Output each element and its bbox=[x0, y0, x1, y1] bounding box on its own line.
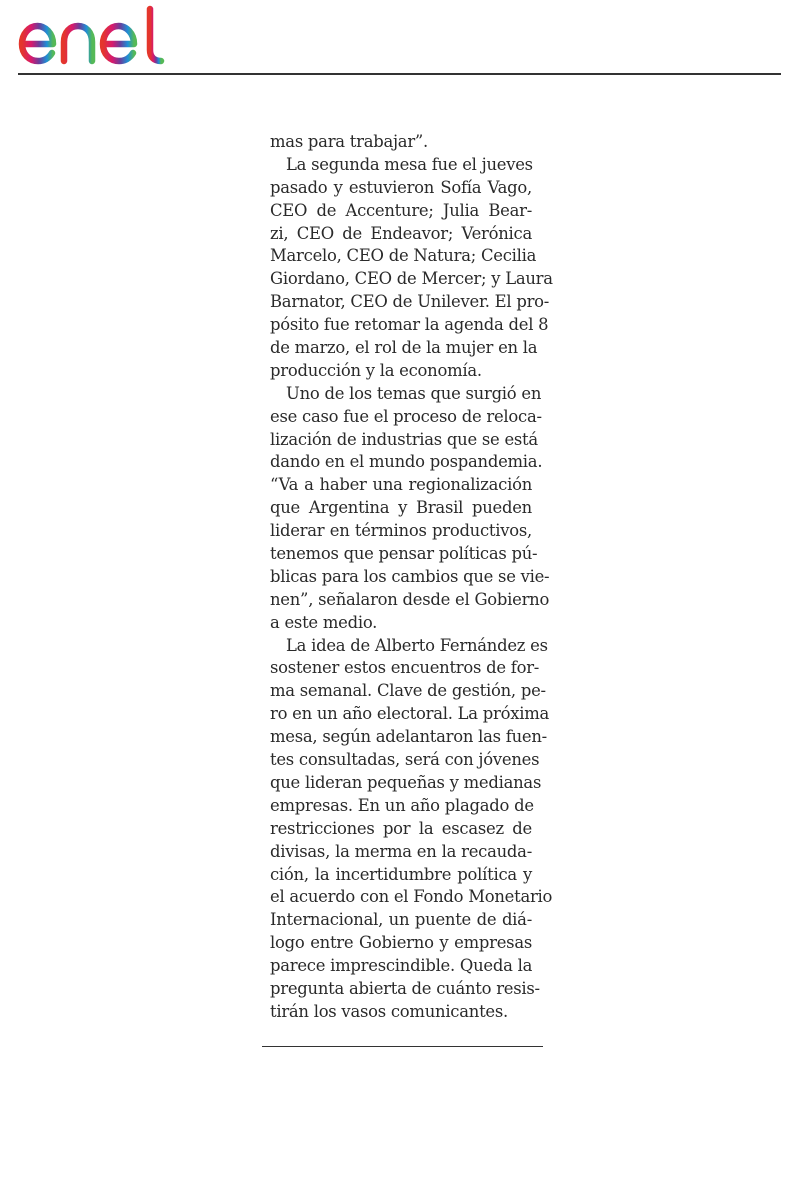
article-line: zi, CEO de Endeavor; Verónica bbox=[270, 223, 532, 243]
header-rule bbox=[18, 73, 781, 75]
article-line: que lideran pequeñas y medianas bbox=[270, 772, 542, 792]
article-line: producción y la economía. bbox=[270, 360, 482, 380]
article-line: mesa, según adelantaron las fuen- bbox=[270, 727, 547, 747]
article-line: pasado y estuvieron Sofía Vago, bbox=[270, 177, 532, 197]
article-line: ma semanal. Clave de gestión, pe- bbox=[270, 681, 546, 701]
article-line: pregunta abierta de cuánto resis- bbox=[270, 978, 540, 998]
article-line: ese caso fue el proceso de reloca- bbox=[270, 406, 542, 426]
article-line: que Argentina y Brasil pueden bbox=[270, 498, 532, 518]
article-line: CEO de Accenture; Julia Bear- bbox=[270, 200, 532, 220]
footer-rule bbox=[262, 1046, 543, 1047]
article-line: ro en un año electoral. La próxima bbox=[270, 704, 550, 724]
article-line: el acuerdo con el Fondo Monetario bbox=[270, 887, 553, 907]
article-line: blicas para los cambios que se vie- bbox=[270, 566, 550, 586]
article-line: La segunda mesa fue el jueves bbox=[286, 154, 533, 174]
article-line: Internacional, un puente de diá- bbox=[270, 910, 532, 930]
article-line: Marcelo, CEO de Natura; Cecilia bbox=[270, 246, 537, 266]
article-line: divisas, la merma en la recauda- bbox=[270, 841, 532, 861]
article-line: Giordano, CEO de Mercer; y Laura bbox=[270, 269, 553, 289]
article-line: Uno de los temas que surgió en bbox=[286, 383, 542, 403]
article-line: La idea de Alberto Fernández es bbox=[286, 635, 548, 655]
article-line: Barnator, CEO de Unilever. El pro- bbox=[270, 292, 550, 312]
enel-logo bbox=[18, 4, 180, 66]
article-line: mas para trabajar”. bbox=[270, 132, 429, 151]
article-line: dando en el mundo pospandemia. bbox=[270, 452, 543, 472]
article-line: tes consultadas, será con jóvenes bbox=[270, 750, 540, 770]
article-line: “Va a haber una regionalización bbox=[270, 475, 532, 495]
article-line: lización de industrias que se está bbox=[270, 429, 538, 449]
article-line: liderar en términos productivos, bbox=[270, 521, 532, 541]
article-line: tirán los vasos comunicantes. bbox=[270, 1001, 508, 1021]
article-line: sostener estos encuentros de for- bbox=[270, 658, 540, 678]
article-line: pósito fue retomar la agenda del 8 bbox=[270, 315, 549, 335]
article-line: a este medio. bbox=[270, 612, 378, 632]
article-line: ción, la incertidumbre política y bbox=[270, 864, 532, 884]
article-line: empresas. En un año plagado de bbox=[270, 795, 534, 815]
article-line: parece imprescindible. Queda la bbox=[270, 956, 533, 976]
article-line: tenemos que pensar políticas pú- bbox=[270, 544, 538, 564]
article-line: logo entre Gobierno y empresas bbox=[270, 933, 532, 953]
article-line: restricciones por la escasez de bbox=[270, 818, 532, 838]
article-column bbox=[270, 131, 553, 1024]
article-line: de marzo, el rol de la mujer en la bbox=[270, 338, 538, 358]
article-line: nen”, señalaron desde el Gobierno bbox=[270, 589, 550, 609]
